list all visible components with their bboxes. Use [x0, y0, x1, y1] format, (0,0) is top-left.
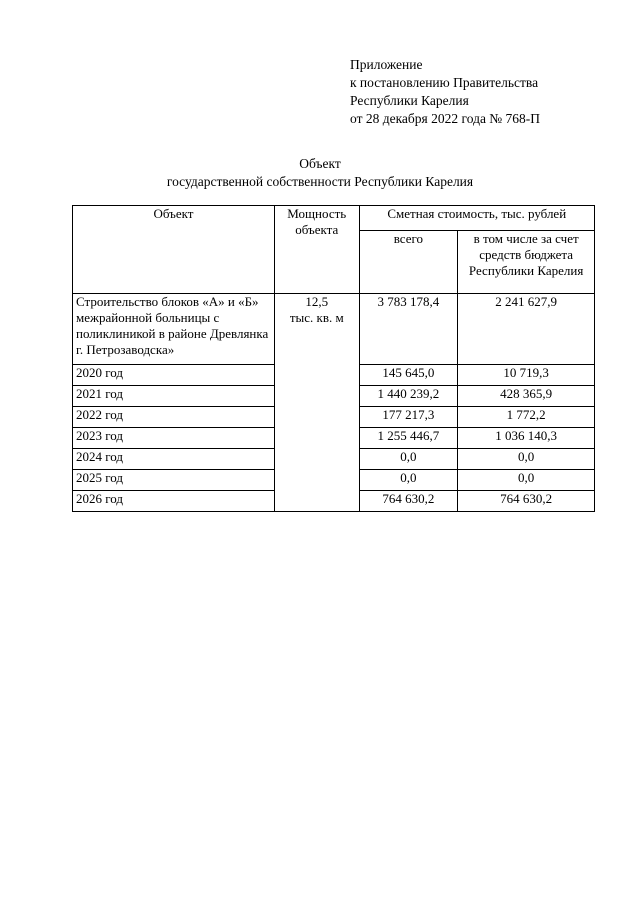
budget-cell: 428 365,9: [458, 386, 595, 407]
budget-cell: 1 036 140,3: [458, 428, 595, 449]
header-object: Объект: [73, 206, 275, 294]
budget-cell: 10 719,3: [458, 365, 595, 386]
year-cell: 2025 год: [73, 470, 275, 491]
power-value: 12,5: [305, 294, 329, 309]
year-cell: 2024 год: [73, 449, 275, 470]
table-row-object: [73, 294, 595, 365]
total-cell: 145 645,0: [359, 365, 458, 386]
year-cell: 2022 год: [73, 407, 275, 428]
budget-cell: 0,0: [458, 470, 595, 491]
year-cell: 2023 год: [73, 428, 275, 449]
object-table: [72, 205, 595, 512]
header-total: всего: [359, 231, 458, 294]
object-budget-cell: 2 241 627,9: [458, 294, 595, 365]
appendix-line-4: от 28 декабря 2022 года № 768-П: [350, 111, 541, 126]
total-cell: 0,0: [359, 470, 458, 491]
object-name-cell: Строительство блоков «А» и «Б» межрайонной больницы с поликлиникой в районе Древлянка г. Петрозаводска»: [73, 294, 275, 365]
header-budget: в том числе за счет средств бюджета Республики Карелия: [458, 231, 595, 294]
title-line-2: государственной собственности Республики Карелия: [166, 174, 474, 189]
power-cell: [274, 294, 359, 512]
year-cell: 2026 год: [73, 491, 275, 512]
appendix-header: [350, 56, 540, 128]
document-title: [0, 155, 640, 191]
header-cost: Сметная стоимость, тыс. рублей: [359, 206, 594, 231]
total-cell: 177 217,3: [359, 407, 458, 428]
total-cell: 1 440 239,2: [359, 386, 458, 407]
appendix-line-2: к постановлению Правительства: [350, 75, 539, 90]
total-cell: 0,0: [359, 449, 458, 470]
object-total-cell: 3 783 178,4: [359, 294, 458, 365]
budget-cell: 0,0: [458, 449, 595, 470]
year-cell: 2021 год: [73, 386, 275, 407]
total-cell: 764 630,2: [359, 491, 458, 512]
title-line-1: Объект: [299, 156, 341, 171]
year-cell: 2020 год: [73, 365, 275, 386]
budget-cell: 1 772,2: [458, 407, 595, 428]
header-power: Мощность объекта: [274, 206, 359, 294]
power-unit: тыс. кв. м: [289, 310, 344, 325]
total-cell: 1 255 446,7: [359, 428, 458, 449]
header-row-1: [73, 206, 595, 231]
appendix-line-3: Республики Карелия: [350, 93, 469, 108]
budget-cell: 764 630,2: [458, 491, 595, 512]
appendix-line-1: Приложение: [350, 57, 423, 72]
